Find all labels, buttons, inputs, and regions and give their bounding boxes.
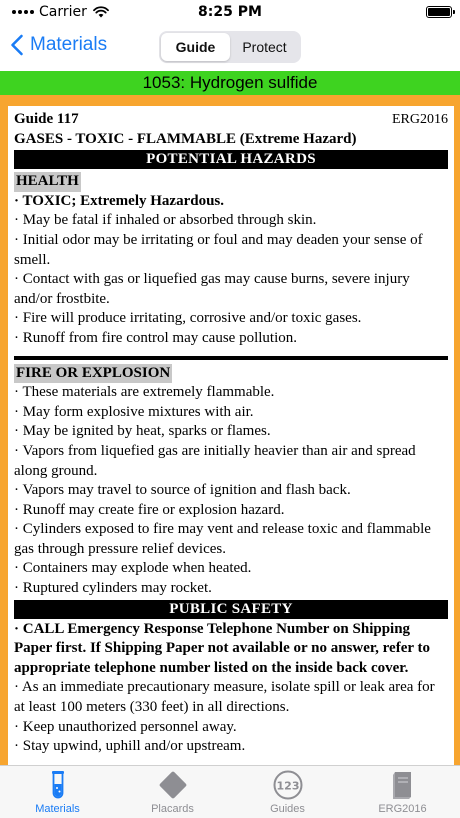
tab-guides[interactable] [230,766,345,818]
navigation-bar [0,24,460,70]
tab-placards[interactable] [115,766,230,818]
list-item: · As an immediate precautionary measure, isolate spill or leak area for at least 100 meters (330 feet) in all directions. [14,679,435,716]
section-potential-hazards: POTENTIAL HAZARDS [14,150,448,169]
list-item: · May form explosive mixtures with air. [14,403,254,420]
segment-guide[interactable]: Guide [161,33,230,61]
guide-numbers-icon [272,769,304,801]
subsection-fire-or-explosion: FIRE OR EXPLOSION [14,364,172,384]
back-button[interactable] [10,34,107,56]
tab-erg2016-label: ERG2016 [378,803,427,815]
test-tube-icon [48,770,68,800]
material-title-banner: 1053: Hydrogen sulfide [0,71,460,95]
guide-class: GASES - TOXIC - FLAMMABLE (Extreme Hazard) [14,130,357,147]
list-item: · Vapors from liquefied gas are initially heavier than air and spread along ground. [14,442,416,479]
list-item: · Stay upwind, uphill and/or upstream. [14,738,246,755]
tab-materials[interactable] [0,766,115,818]
book-icon [390,769,416,801]
subsection-health: HEALTH [14,172,81,192]
status-bar [0,0,460,24]
list-item: · Cylinders exposed to fire may vent and release toxic and flammable gas through pressure relief devices. [14,521,431,557]
tab-erg2016[interactable] [345,766,460,818]
list-item: · May be ignited by heat, sparks or flames. [14,423,271,440]
battery-icon [426,6,452,18]
carrier-name: Carrier [39,4,87,20]
tab-bar [0,765,460,818]
section-public-safety: PUBLIC SAFETY [14,600,448,619]
list-item: · Contact with gas or liquefied gas may cause burns, severe injury and/or frostbite. [14,271,410,307]
section-divider [14,356,448,360]
list-item: · Runoff may create fire or explosion hazard. [14,501,285,518]
list-item: · Keep unauthorized personnel away. [14,718,237,735]
list-item: · TOXIC; Extremely Hazardous. [14,192,224,209]
guide-header [14,110,448,130]
list-item: · Fire will produce irritating, corrosive and/or toxic gases. [14,310,362,327]
list-item: · Initial odor may be irritating or foul and may deaden your sense of smell. [14,231,423,268]
guide-numbers-icon-text: 123 [276,779,299,793]
list-item: · Runoff from fire control may cause pollution. [14,329,297,346]
guide-protect-segmented-control [159,31,301,63]
list-item: · Containers may explode when heated. [14,560,252,577]
list-item: · These materials are extremely flammable. [14,384,275,401]
guide-edition: ERG2016 [392,112,448,127]
tab-materials-label: Materials [35,803,80,815]
status-time: 8:25 PM [198,4,262,20]
guide-content[interactable] [8,106,454,765]
back-button-label: Materials [30,34,108,55]
list-item: · CALL Emergency Response Telephone Number on Shipping Paper first. If Shipping Paper not available or no answer, refer to appropriate telephone number listed on the inside back cover. [14,620,430,676]
guide-number: Guide 117 [14,111,79,127]
guide-frame [0,95,460,765]
chevron-left-icon [10,34,24,56]
tab-placards-label: Placards [151,803,194,815]
list-item: · May be fatal if inhaled or absorbed through skin. [14,212,317,229]
tab-guides-label: Guides [270,803,305,815]
list-item: · Ruptured cylinders may rocket. [14,580,212,597]
placard-diamond-icon [157,769,189,801]
segment-protect[interactable]: Protect [242,39,287,55]
list-item: · Vapors may travel to source of ignition and flash back. [14,482,351,499]
